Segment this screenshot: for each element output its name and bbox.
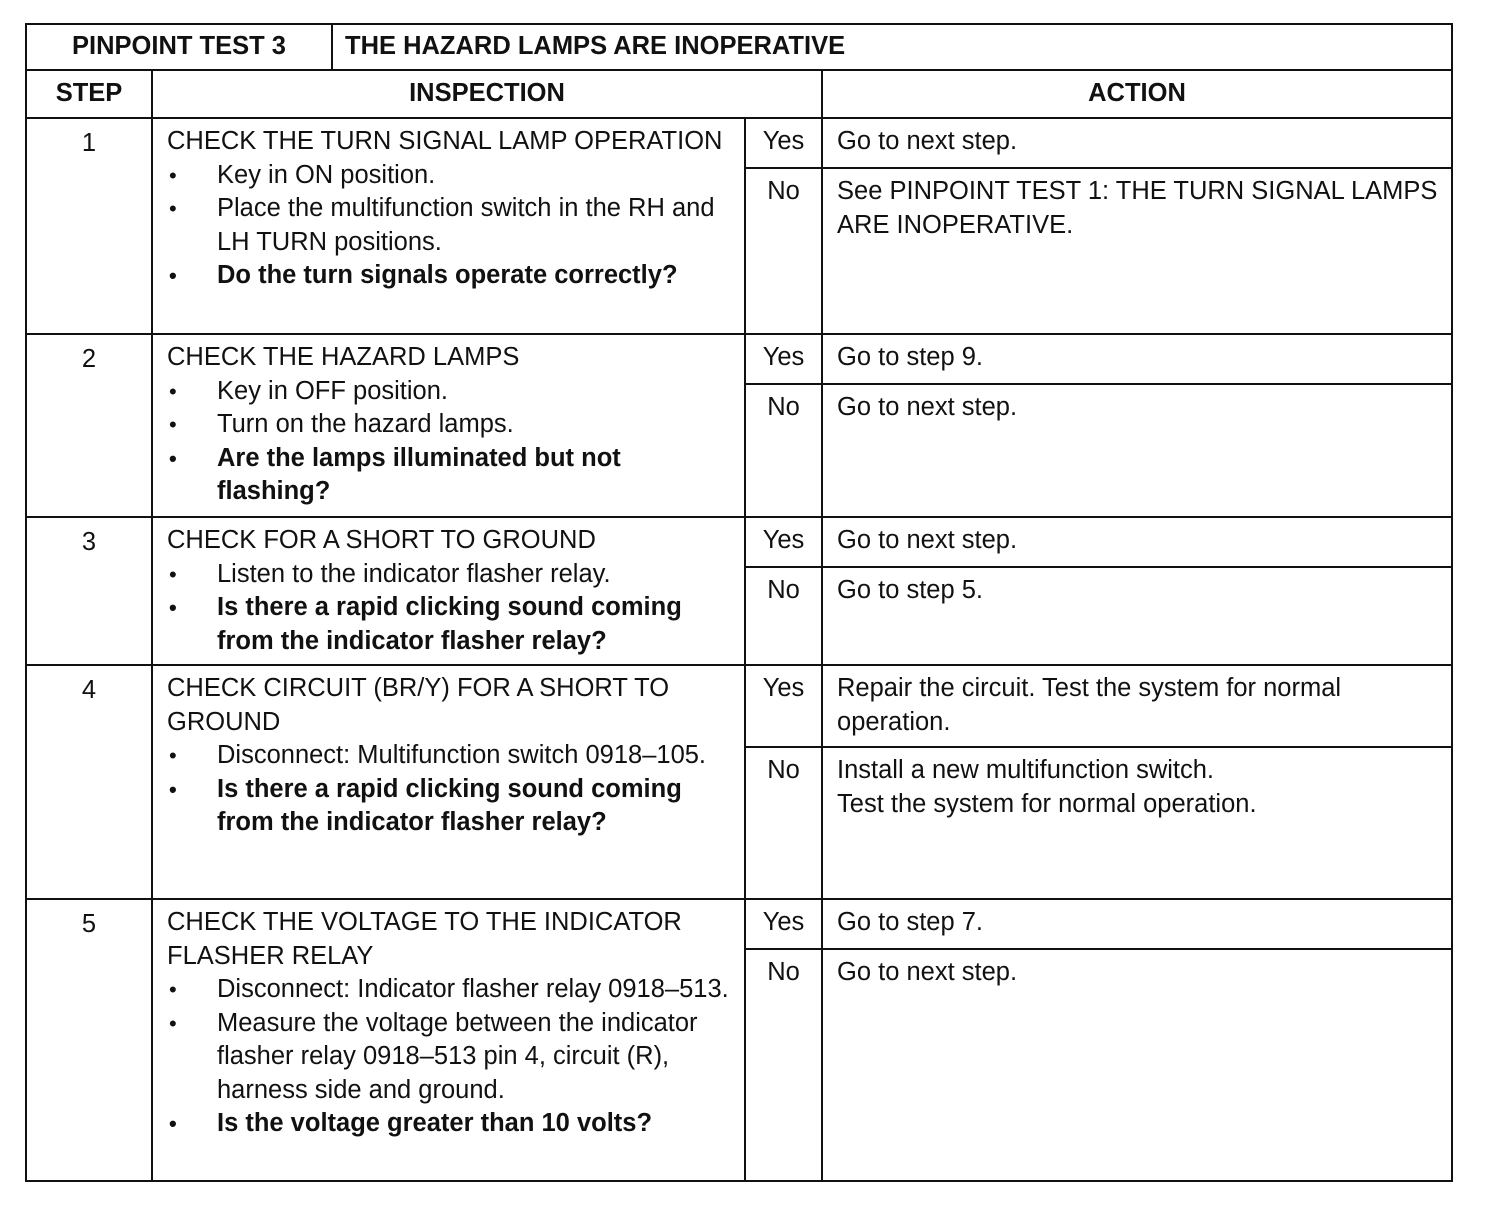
step-number: 1 <box>26 118 152 334</box>
question-item: • Is the voltage greater than 10 volts? <box>167 1107 734 1141</box>
step-number: 4 <box>26 665 152 899</box>
inspection-cell <box>152 118 745 334</box>
yes-action: Go to next step. <box>822 517 1452 567</box>
yes-label: Yes <box>745 665 822 747</box>
yes-action: Go to next step. <box>822 118 1452 168</box>
no-action-line: Install a new multifunction switch. <box>837 756 1215 784</box>
no-action: Go to step 5. <box>822 567 1452 665</box>
question-item: • Is there a rapid clicking sound coming from the indicator flasher relay? <box>167 591 734 658</box>
question-item: • Are the lamps illuminated but not flashing? <box>167 442 734 509</box>
no-label: No <box>745 384 822 517</box>
yes-label: Yes <box>745 334 822 384</box>
inspection-cell <box>152 665 745 899</box>
table-row <box>26 517 1452 567</box>
question-item: • Is there a rapid clicking sound coming from the indicator flasher relay? <box>167 773 734 840</box>
inspection-cell <box>152 899 745 1181</box>
title-table <box>25 23 1453 71</box>
check-title: CHECK THE HAZARD LAMPS <box>167 343 520 371</box>
no-label: No <box>745 747 822 899</box>
inspection-cell <box>152 517 745 665</box>
yes-action: Repair the circuit. Test the system for normal operation. <box>822 665 1452 747</box>
no-label: No <box>745 567 822 665</box>
list-item: • Disconnect: Multifunction switch 0918–105. <box>167 739 734 773</box>
bullet-list <box>167 558 734 659</box>
list-item: • Disconnect: Indicator flasher relay 0918–513. <box>167 973 734 1007</box>
table-row <box>26 334 1452 384</box>
check-title: CHECK THE TURN SIGNAL LAMP OPERATION <box>167 127 723 155</box>
table-row <box>26 899 1452 949</box>
action-column-header: ACTION <box>822 70 1452 118</box>
bullet-list <box>167 973 734 1141</box>
no-action-line: Test the system for normal operation. <box>837 789 1257 818</box>
yes-label: Yes <box>745 517 822 567</box>
no-action <box>822 747 1452 899</box>
no-action: See PINPOINT TEST 1: THE TURN SIGNAL LAMPS ARE INOPERATIVE. <box>822 168 1452 334</box>
list-item: • Key in OFF position. <box>167 375 734 409</box>
inspection-column-header: INSPECTION <box>152 70 822 118</box>
table-row <box>26 665 1452 747</box>
list-item: • Turn on the hazard lamps. <box>167 408 734 442</box>
no-label: No <box>745 949 822 1181</box>
yes-label: Yes <box>745 118 822 168</box>
test-title: THE HAZARD LAMPS ARE INOPERATIVE <box>332 24 1452 70</box>
list-item: • Key in ON position. <box>167 159 734 193</box>
inspection-cell <box>152 334 745 517</box>
list-item: • Place the multifunction switch in the RH and LH TURN positions. <box>167 192 734 259</box>
check-title: CHECK FOR A SHORT TO GROUND <box>167 526 596 554</box>
bullet-list <box>167 375 734 509</box>
list-item: • Measure the voltage between the indicator flasher relay 0918–513 pin 4, circuit (R), harness side and ground. <box>167 1007 734 1108</box>
step-number: 2 <box>26 334 152 517</box>
pinpoint-test-document <box>25 23 1453 1182</box>
check-title: CHECK THE VOLTAGE TO THE INDICATOR FLASHER RELAY <box>167 908 682 970</box>
yes-action: Go to step 7. <box>822 899 1452 949</box>
step-number: 3 <box>26 517 152 665</box>
no-label: No <box>745 168 822 334</box>
table-row <box>26 118 1452 168</box>
no-action: Go to next step. <box>822 949 1452 1181</box>
yes-action: Go to step 9. <box>822 334 1452 384</box>
check-title: CHECK CIRCUIT (BR/Y) FOR A SHORT TO GROUND <box>167 674 670 736</box>
column-header-row <box>26 70 1452 118</box>
question-item: • Do the turn signals operate correctly? <box>167 259 734 293</box>
procedure-table <box>25 69 1453 1182</box>
yes-label: Yes <box>745 899 822 949</box>
bullet-list <box>167 159 734 293</box>
bullet-list <box>167 739 734 840</box>
list-item: • Listen to the indicator flasher relay. <box>167 558 734 592</box>
step-number: 5 <box>26 899 152 1181</box>
step-column-header: STEP <box>26 70 152 118</box>
no-action: Go to next step. <box>822 384 1452 517</box>
test-id: PINPOINT TEST 3 <box>26 24 332 70</box>
